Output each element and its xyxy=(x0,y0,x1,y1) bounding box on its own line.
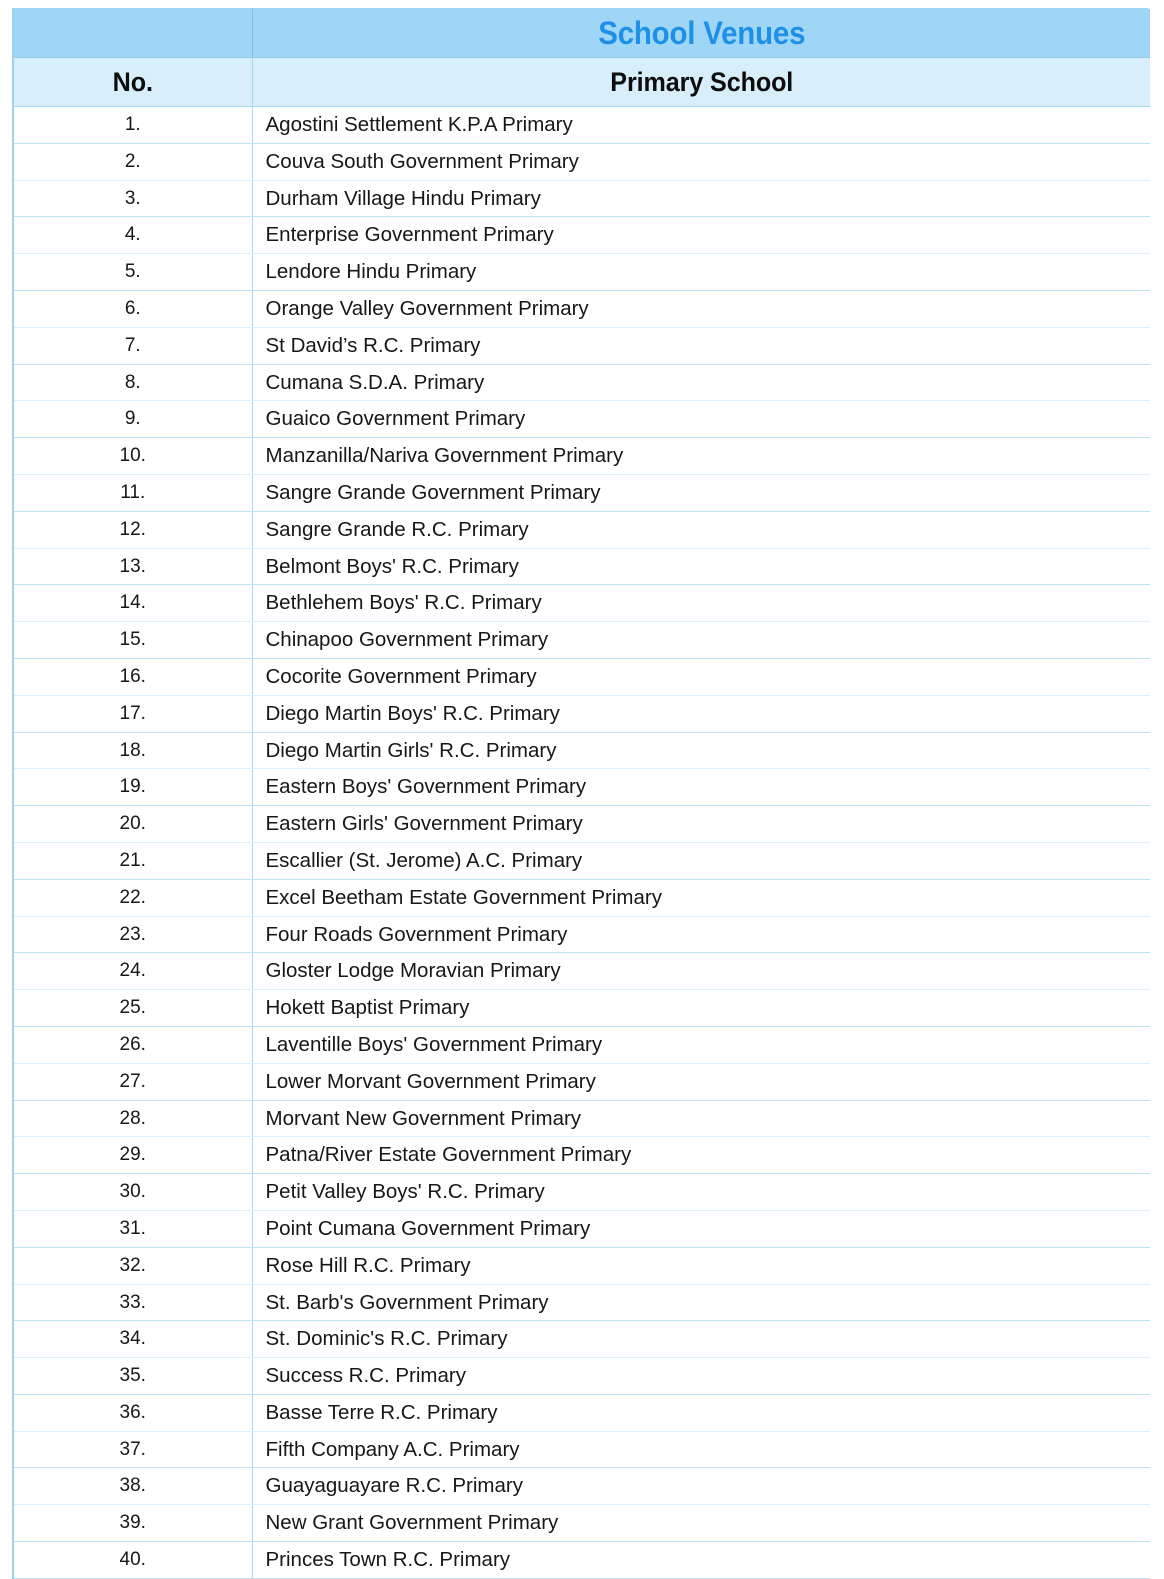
row-number-cell xyxy=(14,1210,252,1247)
school-name-cell xyxy=(252,438,1150,475)
table-row xyxy=(14,1247,1150,1284)
row-number-cell xyxy=(14,327,252,364)
row-number: 31. xyxy=(119,1217,146,1239)
school-name-cell xyxy=(252,916,1150,953)
school-name: Enterprise Government Primary xyxy=(265,223,554,247)
table-row xyxy=(14,1284,1150,1321)
row-number-cell xyxy=(14,1174,252,1211)
row-number-cell xyxy=(14,254,252,291)
row-number: 1. xyxy=(124,114,141,135)
school-name-cell xyxy=(252,1137,1150,1174)
row-number-cell xyxy=(14,511,252,548)
school-venues-table xyxy=(14,9,1150,1579)
row-number-cell xyxy=(14,180,252,217)
row-number: 27. xyxy=(119,1070,146,1092)
row-number-cell xyxy=(14,953,252,990)
row-number: 30. xyxy=(119,1181,146,1203)
row-number-cell xyxy=(14,1542,252,1579)
school-name-cell xyxy=(252,806,1150,843)
row-number-cell xyxy=(14,474,252,511)
school-name-cell xyxy=(252,990,1150,1027)
school-name-cell xyxy=(252,180,1150,217)
table-row xyxy=(14,1137,1150,1174)
school-name-cell xyxy=(252,1321,1150,1358)
row-number-cell xyxy=(14,438,252,475)
table-row xyxy=(14,585,1150,622)
table-row xyxy=(14,474,1150,511)
table-row xyxy=(14,401,1150,438)
row-number-cell xyxy=(14,1137,252,1174)
table-row xyxy=(14,1468,1150,1505)
row-number-cell xyxy=(14,1026,252,1063)
school-name: Success R.C. Primary xyxy=(265,1364,466,1388)
row-number: 5. xyxy=(124,261,141,283)
school-name: Guaico Government Primary xyxy=(265,407,526,431)
school-name: Couva South Government Primary xyxy=(265,149,579,173)
table-title: School Venues xyxy=(597,15,805,51)
school-name-cell xyxy=(252,1063,1150,1100)
row-number: 7. xyxy=(124,334,141,356)
school-name: Excel Beetham Estate Government Primary xyxy=(265,885,662,909)
column-header-no-cell xyxy=(14,58,252,107)
row-number: 26. xyxy=(119,1033,146,1055)
school-name: Sangre Grande Government Primary xyxy=(265,480,601,504)
row-number: 33. xyxy=(119,1291,146,1313)
school-name: Bethlehem Boys' R.C. Primary xyxy=(265,591,542,615)
school-name: Eastern Boys' Government Primary xyxy=(265,775,587,799)
school-name: Chinapoo Government Primary xyxy=(265,628,549,652)
row-number: 2. xyxy=(124,150,141,172)
school-name: St. Barb's Government Primary xyxy=(265,1290,549,1314)
row-number: 17. xyxy=(119,702,146,724)
column-header-name-cell xyxy=(252,58,1150,107)
school-name: Laventille Boys' Government Primary xyxy=(265,1032,603,1056)
row-number-cell xyxy=(14,1358,252,1395)
row-number-cell xyxy=(14,732,252,769)
table-row xyxy=(14,1174,1150,1211)
school-name: Fifth Company A.C. Primary xyxy=(265,1437,520,1461)
row-number-cell xyxy=(14,1063,252,1100)
table-row xyxy=(14,695,1150,732)
row-number: 3. xyxy=(124,187,141,209)
school-name-cell xyxy=(252,1210,1150,1247)
table-row xyxy=(14,953,1150,990)
school-name: Orange Valley Government Primary xyxy=(265,296,589,320)
school-name: Gloster Lodge Moravian Primary xyxy=(265,959,561,983)
school-name: Lower Morvant Government Primary xyxy=(265,1069,596,1093)
school-name: New Grant Government Primary xyxy=(265,1511,559,1535)
row-number-cell xyxy=(14,1321,252,1358)
school-name: Diego Martin Girls' R.C. Primary xyxy=(265,738,557,762)
table-row xyxy=(14,143,1150,180)
school-name: Lendore Hindu Primary xyxy=(265,260,477,284)
school-name-cell xyxy=(252,1284,1150,1321)
school-name-cell xyxy=(252,217,1150,254)
row-number: 37. xyxy=(119,1438,146,1460)
table-row xyxy=(14,658,1150,695)
table-row xyxy=(14,1026,1150,1063)
school-name-cell xyxy=(252,1505,1150,1542)
table-title-row xyxy=(14,9,1150,58)
row-number-cell xyxy=(14,1247,252,1284)
row-number: 34. xyxy=(119,1328,146,1350)
school-name-cell xyxy=(252,548,1150,585)
row-number: 9. xyxy=(124,408,141,430)
school-name-cell xyxy=(252,290,1150,327)
table-header-row xyxy=(14,58,1150,107)
table-row xyxy=(14,290,1150,327)
row-number: 18. xyxy=(119,739,146,761)
row-number-cell xyxy=(14,1394,252,1431)
school-name: Manzanilla/Nariva Government Primary xyxy=(265,444,624,468)
row-number: 14. xyxy=(119,592,146,614)
row-number-cell xyxy=(14,401,252,438)
school-name: Four Roads Government Primary xyxy=(265,922,568,946)
school-name: Belmont Boys' R.C. Primary xyxy=(265,554,519,578)
school-name-cell xyxy=(252,364,1150,401)
row-number: 21. xyxy=(119,849,146,871)
row-number-cell xyxy=(14,916,252,953)
table-row xyxy=(14,1100,1150,1137)
table-row xyxy=(14,769,1150,806)
row-number: 38. xyxy=(119,1475,146,1497)
school-name-cell xyxy=(252,511,1150,548)
school-name-cell xyxy=(252,658,1150,695)
school-name-cell xyxy=(252,143,1150,180)
column-header-primary-school: Primary School xyxy=(609,67,793,97)
row-number: 28. xyxy=(119,1107,146,1129)
school-name-cell xyxy=(252,732,1150,769)
row-number: 10. xyxy=(119,445,146,467)
row-number: 15. xyxy=(119,629,146,651)
row-number-cell xyxy=(14,806,252,843)
row-number-cell xyxy=(14,842,252,879)
row-number: 39. xyxy=(119,1512,146,1534)
table-row xyxy=(14,180,1150,217)
table-row xyxy=(14,806,1150,843)
row-number: 40. xyxy=(119,1549,146,1571)
row-number-cell xyxy=(14,1468,252,1505)
table-row xyxy=(14,1063,1150,1100)
school-name: Petit Valley Boys' R.C. Primary xyxy=(265,1180,545,1204)
row-number: 35. xyxy=(119,1365,146,1387)
school-name-cell xyxy=(252,1100,1150,1137)
table-row xyxy=(14,622,1150,659)
school-name-cell xyxy=(252,474,1150,511)
row-number: 11. xyxy=(120,481,146,503)
table-row xyxy=(14,217,1150,254)
school-name-cell xyxy=(252,107,1150,144)
table-row xyxy=(14,364,1150,401)
row-number-cell xyxy=(14,548,252,585)
school-name-cell xyxy=(252,622,1150,659)
row-number-cell xyxy=(14,107,252,144)
row-number-cell xyxy=(14,1505,252,1542)
table-row xyxy=(14,548,1150,585)
table-row xyxy=(14,1505,1150,1542)
row-number-cell xyxy=(14,879,252,916)
school-name-cell xyxy=(252,879,1150,916)
school-name: Hokett Baptist Primary xyxy=(265,996,470,1020)
school-name-cell xyxy=(252,695,1150,732)
row-number-cell xyxy=(14,217,252,254)
school-name: Basse Terre R.C. Primary xyxy=(265,1400,498,1424)
school-name: Guayaguayare R.C. Primary xyxy=(265,1474,523,1498)
school-name: Agostini Settlement K.P.A Primary xyxy=(265,113,573,136)
school-name: Eastern Girls' Government Primary xyxy=(265,812,583,836)
row-number: 25. xyxy=(119,997,146,1019)
table-row xyxy=(14,1431,1150,1468)
school-name-cell xyxy=(252,1468,1150,1505)
school-name-cell xyxy=(252,1358,1150,1395)
school-name-cell xyxy=(252,585,1150,622)
row-number: 32. xyxy=(119,1254,146,1276)
row-number: 16. xyxy=(119,665,146,687)
row-number: 19. xyxy=(119,776,146,798)
row-number-cell xyxy=(14,769,252,806)
row-number: 23. xyxy=(119,923,146,945)
school-name-cell xyxy=(252,254,1150,291)
row-number-cell xyxy=(14,622,252,659)
row-number-cell xyxy=(14,290,252,327)
row-number-cell xyxy=(14,990,252,1027)
column-header-no: No. xyxy=(112,67,153,97)
row-number-cell xyxy=(14,695,252,732)
row-number: 24. xyxy=(119,960,146,982)
table-row xyxy=(14,990,1150,1027)
table-row xyxy=(14,1394,1150,1431)
row-number: 29. xyxy=(119,1144,146,1166)
school-name-cell xyxy=(252,953,1150,990)
title-row-spacer-cell xyxy=(14,9,252,58)
table-body xyxy=(14,9,1150,1578)
school-name-cell xyxy=(252,842,1150,879)
school-name: Diego Martin Boys' R.C. Primary xyxy=(265,701,560,725)
row-number-cell xyxy=(14,364,252,401)
school-venues-table-container xyxy=(12,8,1148,1579)
row-number: 13. xyxy=(119,555,146,577)
table-row xyxy=(14,1210,1150,1247)
row-number-cell xyxy=(14,1431,252,1468)
row-number: 8. xyxy=(124,371,141,393)
school-name-cell xyxy=(252,1542,1150,1579)
table-row xyxy=(14,1542,1150,1579)
row-number: 6. xyxy=(124,297,141,319)
row-number-cell xyxy=(14,143,252,180)
school-name-cell xyxy=(252,327,1150,364)
table-row xyxy=(14,107,1150,144)
table-row xyxy=(14,438,1150,475)
school-name: Escallier (St. Jerome) A.C. Primary xyxy=(265,848,583,872)
school-name-cell xyxy=(252,769,1150,806)
row-number-cell xyxy=(14,658,252,695)
school-name: Cumana S.D.A. Primary xyxy=(265,370,485,394)
row-number: 20. xyxy=(119,813,146,835)
school-name: Morvant New Government Primary xyxy=(265,1106,582,1130)
table-row xyxy=(14,1321,1150,1358)
row-number: 12. xyxy=(119,518,146,540)
school-name: Rose Hill R.C. Primary xyxy=(265,1253,471,1277)
school-name: St. Dominic's R.C. Primary xyxy=(265,1327,508,1351)
table-row xyxy=(14,1358,1150,1395)
school-name-cell xyxy=(252,1026,1150,1063)
school-name: St David’s R.C. Primary xyxy=(265,333,481,357)
school-name-cell xyxy=(252,401,1150,438)
school-name: Durham Village Hindu Primary xyxy=(265,186,541,210)
school-name: Cocorite Government Primary xyxy=(265,664,537,688)
school-name: Princes Town R.C. Primary xyxy=(265,1548,511,1572)
table-row xyxy=(14,842,1150,879)
row-number: 36. xyxy=(119,1401,146,1423)
school-name: Patna/River Estate Government Primary xyxy=(265,1143,632,1167)
school-name-cell xyxy=(252,1247,1150,1284)
school-name-cell xyxy=(252,1394,1150,1431)
row-number-cell xyxy=(14,1100,252,1137)
school-name: Sangre Grande R.C. Primary xyxy=(265,517,529,541)
table-title-cell xyxy=(252,9,1150,58)
school-name: Point Cumana Government Primary xyxy=(265,1216,591,1240)
table-row xyxy=(14,254,1150,291)
school-name-cell xyxy=(252,1174,1150,1211)
row-number-cell xyxy=(14,585,252,622)
row-number: 22. xyxy=(119,886,146,908)
table-row xyxy=(14,511,1150,548)
table-row xyxy=(14,879,1150,916)
row-number-cell xyxy=(14,1284,252,1321)
table-row xyxy=(14,327,1150,364)
row-number: 4. xyxy=(124,224,141,246)
table-row xyxy=(14,916,1150,953)
table-row xyxy=(14,732,1150,769)
school-name-cell xyxy=(252,1431,1150,1468)
